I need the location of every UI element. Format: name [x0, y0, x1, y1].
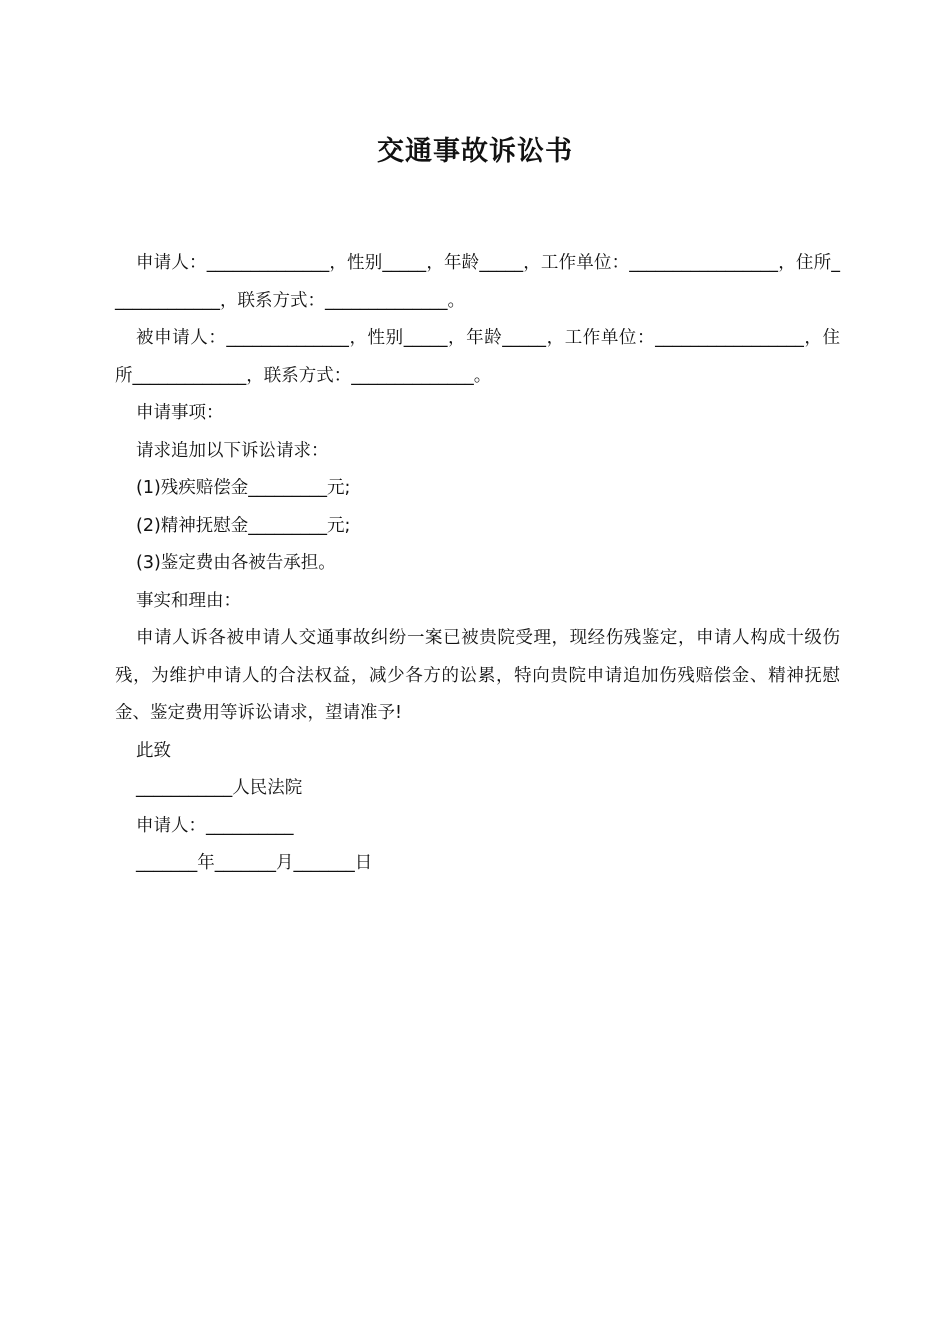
- request-item-2: (2)精神抚慰金_________元;: [136, 515, 351, 536]
- respondent-info-paragraph: 被申请人：______________，性别_____，年龄_____，工作单位：_________________，住所_____________，联系方式：______________。: [115, 328, 840, 386]
- application-items-heading: 申请事项：: [136, 403, 224, 423]
- applicant-signature-line: 申请人：__________: [136, 815, 294, 836]
- court-recipient-line: ___________人民法院: [136, 778, 303, 798]
- document-body: [115, 245, 840, 883]
- facts-reasons-heading: 事实和理由：: [136, 590, 241, 611]
- date-line: _______年_______月_______日: [136, 853, 373, 873]
- request-intro-paragraph: 请求追加以下诉讼请求：: [136, 440, 329, 461]
- document-title: 交通事故诉讼书: [377, 136, 573, 167]
- request-item-1: (1)残疾赔偿金_________元;: [136, 478, 351, 498]
- request-item-3: (3)鉴定费由各被告承担。: [136, 553, 336, 573]
- salutation-line: 此致: [136, 740, 171, 761]
- facts-reasons-paragraph: 申请人诉各被申请人交通事故纠纷一案已被贵院受理，现经伤残鉴定，申请人构成十级伤残，为维护申请人的合法权益，减少各方的讼累，特向贵院申请追加伤残赔偿金、精神抚慰金、鉴定费用等诉讼请求，望请准予!: [115, 628, 840, 723]
- applicant-info-paragraph: 申请人：______________，性别_____，年龄_____，工作单位：_________________，住所_____________，联系方式：______________。: [115, 253, 840, 311]
